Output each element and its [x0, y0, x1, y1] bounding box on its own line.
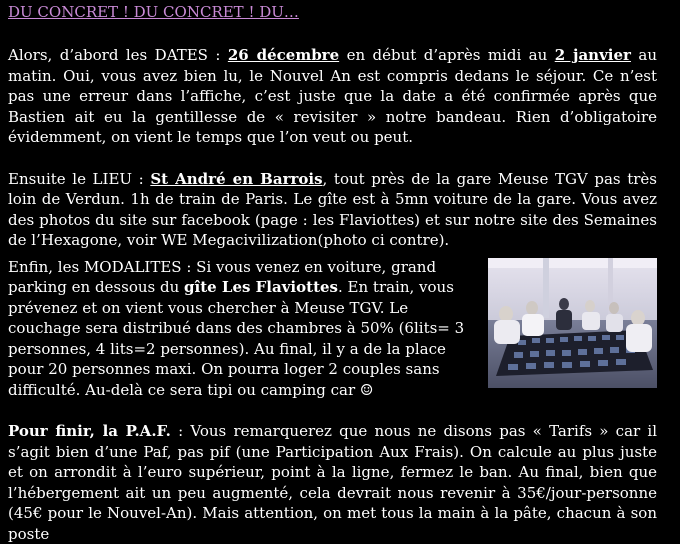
- spacer: [8, 24, 657, 45]
- dates-text-1: Alors, d’abord les DATES :: [8, 46, 228, 64]
- paf-lead: Pour finir, la P.A.F.: [8, 422, 171, 440]
- paf-text: : Vous remarquerez que nous ne disons pas « Tarifs » car il s’agit bien d’une Paf, pas pif (une Participation Aux Frais). On calcule au plus juste et on arrondit à l’euro supérieur, point à la ligne, fermez le ban. Au final, bien que l’hébergement ait un peu augmenté, cela devrait nous revenir à 35€/jour-personne (45€ pour le Nouvel-An). Mais attention, on met tous la main à la pâte, chacun à son poste: [8, 422, 657, 543]
- dates-text-3: au matin. Oui, vous avez bien lu, le Nouvel An est compris dedans le séjour. Ce n’est pas une erreur dans l’affiche, c’est juste que la date a été confirmée après que Bastien ait eu la gentillesse de « revisiter » notre bandeau. Rien d’obligatoire évidemment, on vient le temps que l’on veut ou peut.: [8, 46, 657, 146]
- page-heading: DU CONCRET ! DU CONCRET ! DU…: [8, 3, 299, 21]
- gite-name: gîte Les Flaviottes: [184, 278, 338, 296]
- paragraph-dates: [8, 45, 657, 148]
- modalities-text-1: Enfin, les MODALITES : Si vous venez en voiture, grand parking en dessous du: [8, 257, 437, 296]
- photo-illustration: [488, 258, 657, 388]
- document-page: [8, 0, 657, 544]
- event-photo: [488, 258, 657, 388]
- start-date: 26 décembre: [227, 46, 340, 64]
- place-text-2: , tout près de la gare Meuse TGV pas très loin de Verdun. 1h de train de Paris. Le gîte est à 5mn voiture de la gare. Vous avez des photos du site sur facebook (page : les Flaviottes) et sur notre site des Semaines de l’Hexagone, voir WE Megacivilization(photo ci contre).: [8, 169, 657, 249]
- end-date: 2 janvier: [554, 46, 631, 64]
- place-text-1: Ensuite le LIEU :: [8, 169, 151, 188]
- place-name: St André en Barrois: [150, 169, 323, 188]
- modalities-text-2: . En train, vous prévenez et on vient vous chercher à Meuse TGV. Le couchage sera distribué dans des chambres à 50% (6lits= 3 personnes, 4 lits=2 personnes). Au final, il y a de la place pour 20 personnes maxi. On pourra loger 2 couples sans difficulté. Au-delà ce sera tipi ou camping car ☺: [8, 278, 465, 399]
- dates-text-2: en début d’après midi au: [339, 46, 555, 64]
- spacer: [8, 400, 657, 421]
- spacer: [8, 148, 657, 169]
- paragraph-paf: [8, 421, 657, 544]
- paragraph-place: [8, 169, 657, 251]
